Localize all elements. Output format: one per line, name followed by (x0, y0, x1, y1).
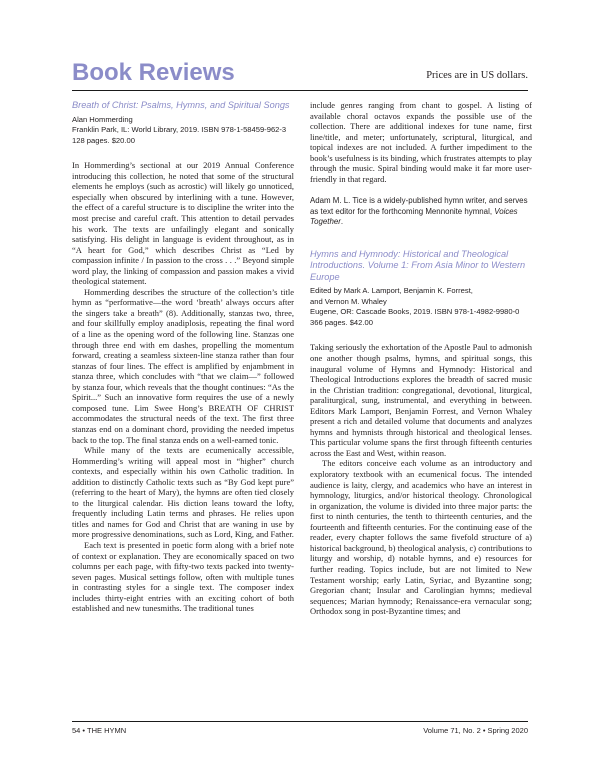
page-header (72, 56, 528, 91)
review1-paragraph: Each text is presented in poetic form along with a brief note of context or explanation. They are economically spaced on two columns per each page, with fifty-two texts packed into twenty-seven pages. Musical settings follow, often with multiple tunes in contrasting styles for a single text. The composer index includes thirty-eight entries with an exciting cohort of both established and new tunesmiths. The traditional tunes (72, 539, 294, 614)
review1-paragraph: Hommerding describes the structure of the collection’s title hymn as “performative—the word ‘breath’ always occurs after the singers take a breath” (8). Additionally, stanzas two, three, and four skillfully employ anadiplosis, repeating the final word of a line as the opening word of the following line. Stanzas one through three end with em dashes, propelling the momentum forward, creating a seamless sixteen-line stanza rather than four stanzas of four lines. The effect is amplified by enjambment in stanza three, which concludes with “that we claim—” followed by stanza four, which reveals that the thought continues: “As the Spirit...” Such an innovative form requires the use of a newly composed tune. Lim Swee Hong’s BREATH OF CHRIST accommodates the structural needs of the text. The first three stanzas end on a dominant chord, providing the needed impetus back to the top. The final stanza ends on a well-earned tonic. (72, 286, 294, 445)
footer-page-label: 54 • THE HYMN (72, 726, 127, 735)
review1-publisher: Franklin Park, IL: World Library, 2019. ISBN 978-1-58459-962-3 (72, 125, 287, 135)
page-footer (72, 721, 528, 735)
reviewer-bio-text: Adam M. L. Tice is a widely-published hymn writer, and serves as text editor for the forthcoming Mennonite hymnal, (310, 196, 528, 216)
review1-book-title: Breath of Christ: Psalms, Hymns, and Spiritual Songs (72, 100, 290, 110)
review1-paragraph: While many of the texts are ecumenically accessible, Hommerding’s writing will appeal most in “higher” church contexts, and especially within his own Catholic tradition. In addition to distinctly Catholic texts such as “By God kept pure” (referring to the heart of Mary), the hymns are often tied closely to the liturgical calendar. His diction leans toward the lofty, frequently including Latin terms and phrases. He relies upon titles and names for God and Christ that are waning in use by more progressive denominations, such as Lord, King, and Father. (72, 445, 294, 540)
review2-paragraph: Taking seriously the exhortation of the Apostle Paul to admonish one another though psalms, hymns, and spiritual songs, this inaugural volume of Hymns and Hymnody: Historical and Theological Introductions explores the breadth of sacred music in the Christian tradition: congregational, devotional, liturgical, paraliturgical, sung, instrumental, and everything in between. Editors Mark Lamport, Benjamin Forrest, and Vernon Whaley present a rich and detailed volume that documents and analyzes hymns and hymnists through historical and theological lenses. This particular volume spans the first through fifteenth centuries across the East and West, within reason. (310, 342, 532, 458)
review2-pages-price: 366 pages. $42.00 (310, 317, 373, 327)
page-title: Book Reviews (72, 59, 235, 86)
review2-editors: Edited by Mark A. Lamport, Benjamin K. Forrest, (310, 286, 473, 296)
review1-pages-price: 128 pages. $20.00 (72, 135, 135, 145)
review1-paragraph: In Hommerding’s sectional at our 2019 Annual Conference introducing this collection, he noted that some of the structural elements he employs (such as acrostic) will likely go unnoticed, especially when obscured by interlining with a tune. However, the effect of a careful structure is to discipline the writer into the most precise and careful craft. This attention to detail pervades his work. The texts are unfailingly elegant and sonically satisfying. His delight in language is evident throughout, as in “A heart for God,” which describes Christ as “Led by compassion infinite / In passion to the cross . . .” Beyond simple word play, the linking of compassion and passion makes a vivid theological statement. (72, 160, 294, 287)
review2-publisher: Eugene, OR: Cascade Books, 2019. ISBN 978-1-4982-9980-0 (310, 307, 520, 317)
footer-issue-label: Volume 71, No. 2 • Spring 2020 (423, 726, 528, 735)
left-column (72, 100, 294, 614)
prices-note: Prices are in US dollars. (426, 70, 528, 81)
review1-author: Alan Hommerding (72, 114, 133, 124)
review2-editors-cont: and Vernon M. Whaley (310, 296, 387, 306)
review1-continuation: include genres ranging from chant to gospel. A listing of available choral octavos expands the possible use of the collection. There are additional indexes for tune name, first line/title, and meter; unfortunately, scriptural, liturgical, and topical indexes are not included. A further impediment to the book’s usefulness is its binding, which frustrates attempts to play through the music. Spiral binding would make it far more user-friendly in that regard. (310, 100, 532, 184)
reviewer-bio (310, 196, 532, 227)
review2-paragraph: The editors conceive each volume as an introductory and exploratory textbook with an ecumenical focus. The intended audience is laity, clergy, and academics who have an interest in hymnology, liturgics, and/or historical theology. Chronological in organization, the volume is divided into three major parts: the first to ninth centuries, the tenth to thirteenth centuries, and the fourteenth and fifteenth centuries. For the continuing ease of the reader, every chapter follows the same fivefold structure of a) historical background, b) theological analysis, c) contributions to liturgy and worship, d) notable hymns, and e) resources for further reading. Topics include, but are not limited to New Testament worship; early Latin, Syriac, and Byzantine song; Gregorian chant; Insular and Carolingian hymns; medieval sequences; Marian hymnody; Renaissance-era vernacular song; Orthodox song in post-Byzantine times; and (310, 458, 532, 617)
reviewer-bio-end: . (340, 217, 344, 227)
review2-book-title: Hymns and Hymnody: Historical and Theological Introductions. Volume 1: From Asia Minor to Western Europe (310, 248, 526, 282)
reviewer-bio-book: Voices Together (310, 206, 518, 227)
right-column (310, 100, 532, 617)
